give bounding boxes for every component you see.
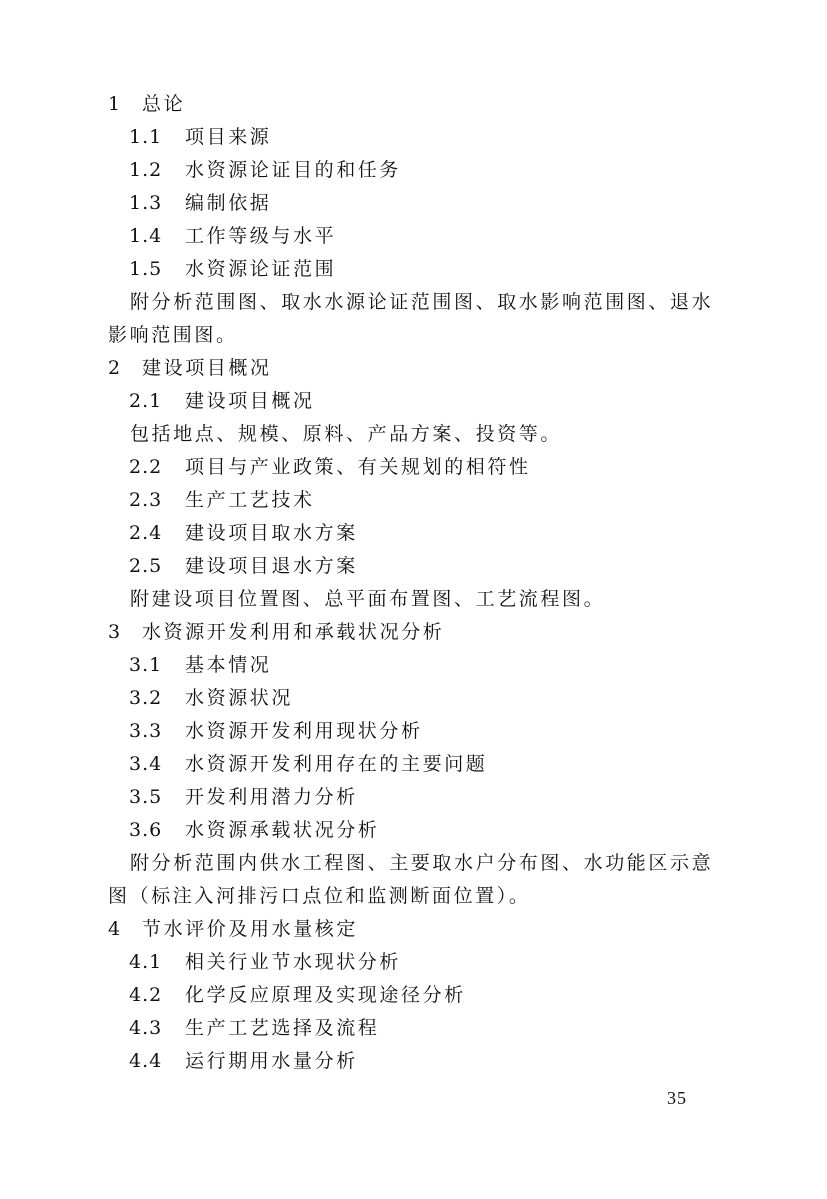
note-paragraph-4: 附分析范围内供水工程图、主要取水户分布图、水功能区示意图（标注入河排污口点位和监测断面位置）。: [108, 852, 714, 907]
section-number: 1.5: [129, 258, 163, 280]
note-paragraph-1: 附分析范围图、取水水源论证范围图、取水影响范围图、退水影响范围图。: [108, 291, 714, 346]
section-title: 水资源开发利用现状分析: [185, 720, 423, 742]
section-title: 建设项目概况: [185, 390, 315, 412]
section-title: 相关行业节水现状分析: [185, 951, 402, 973]
section-number: 4.4: [129, 1050, 163, 1072]
section-title: 运行期用水量分析: [185, 1050, 358, 1072]
section-title: 水资源状况: [185, 687, 294, 709]
subheading-1-1: [129, 121, 271, 154]
section-title: 生产工艺选择及流程: [185, 1017, 380, 1039]
section-title: 水资源论证范围: [185, 258, 337, 280]
section-number: 4.3: [129, 1017, 163, 1039]
subheading-2-3: [129, 484, 315, 517]
section-number: 1.1: [129, 126, 163, 148]
section-number: 4.2: [129, 984, 163, 1006]
subheading-2-4: [129, 517, 358, 550]
section-title: 建设项目退水方案: [185, 555, 358, 577]
section-title: 水资源承载状况分析: [185, 819, 380, 841]
section-title: 建设项目概况: [142, 357, 272, 379]
section-number: 3.3: [129, 720, 163, 742]
subheading-3-4: [129, 748, 487, 781]
subheading-1-4: [129, 220, 336, 253]
section-title: 水资源论证目的和任务: [185, 159, 402, 181]
subheading-2-5: [129, 550, 358, 583]
heading-4: [108, 913, 358, 946]
section-number: 3.2: [129, 687, 163, 709]
subheading-3-3: [129, 715, 423, 748]
heading-2: [108, 352, 272, 385]
subheading-1-5: [129, 253, 336, 286]
note-paragraph-3: 附建设项目位置图、总平面布置图、工艺流程图。: [130, 588, 606, 610]
subheading-4-3: [129, 1012, 379, 1045]
subheading-4-1: [129, 946, 401, 979]
section-title: 项目与产业政策、有关规划的相符性: [185, 456, 531, 478]
subheading-4-4: [129, 1045, 358, 1078]
section-title: 开发利用潜力分析: [185, 786, 358, 808]
section-title: 建设项目取水方案: [185, 522, 358, 544]
section-title: 总论: [142, 93, 186, 115]
section-number: 3: [108, 621, 122, 643]
subheading-3-1: [129, 649, 271, 682]
heading-1: [108, 88, 185, 121]
section-title: 基本情况: [185, 654, 272, 676]
section-number: 3.4: [129, 753, 163, 775]
section-title: 项目来源: [185, 126, 272, 148]
section-number: 2.5: [129, 555, 163, 577]
section-number: 3.5: [129, 786, 163, 808]
section-title: 水资源开发利用和承载状况分析: [142, 621, 445, 643]
section-number: 2.3: [129, 489, 163, 511]
section-number: 1.2: [129, 159, 163, 181]
section-number: 3.6: [129, 819, 163, 841]
subheading-1-3: [129, 187, 271, 220]
section-number: 3.1: [129, 654, 163, 676]
subheading-2-2: [129, 451, 531, 484]
page-number: 35: [667, 1088, 687, 1108]
section-title: 化学反应原理及实现途径分析: [185, 984, 466, 1006]
section-number: 4.1: [129, 951, 163, 973]
section-title: 水资源开发利用存在的主要问题: [185, 753, 488, 775]
section-number: 2.2: [129, 456, 163, 478]
subheading-3-6: [129, 814, 379, 847]
section-number: 2.4: [129, 522, 163, 544]
subheading-4-2: [129, 979, 466, 1012]
section-number: 2.1: [129, 390, 163, 412]
heading-3: [108, 616, 444, 649]
subheading-2-1: [129, 385, 315, 418]
note-paragraph-2: 包括地点、规模、原料、产品方案、投资等。: [130, 423, 563, 445]
subheading-1-2: [129, 154, 401, 187]
section-number: 1.3: [129, 192, 163, 214]
subheading-3-5: [129, 781, 358, 814]
section-title: 编制依据: [185, 192, 272, 214]
section-number: 1.4: [129, 225, 163, 247]
section-title: 工作等级与水平: [185, 225, 337, 247]
section-number: 2: [108, 357, 122, 379]
section-number: 1: [108, 93, 122, 115]
section-title: 节水评价及用水量核定: [142, 918, 359, 940]
section-title: 生产工艺技术: [185, 489, 315, 511]
subheading-3-2: [129, 682, 293, 715]
section-number: 4: [108, 918, 122, 940]
